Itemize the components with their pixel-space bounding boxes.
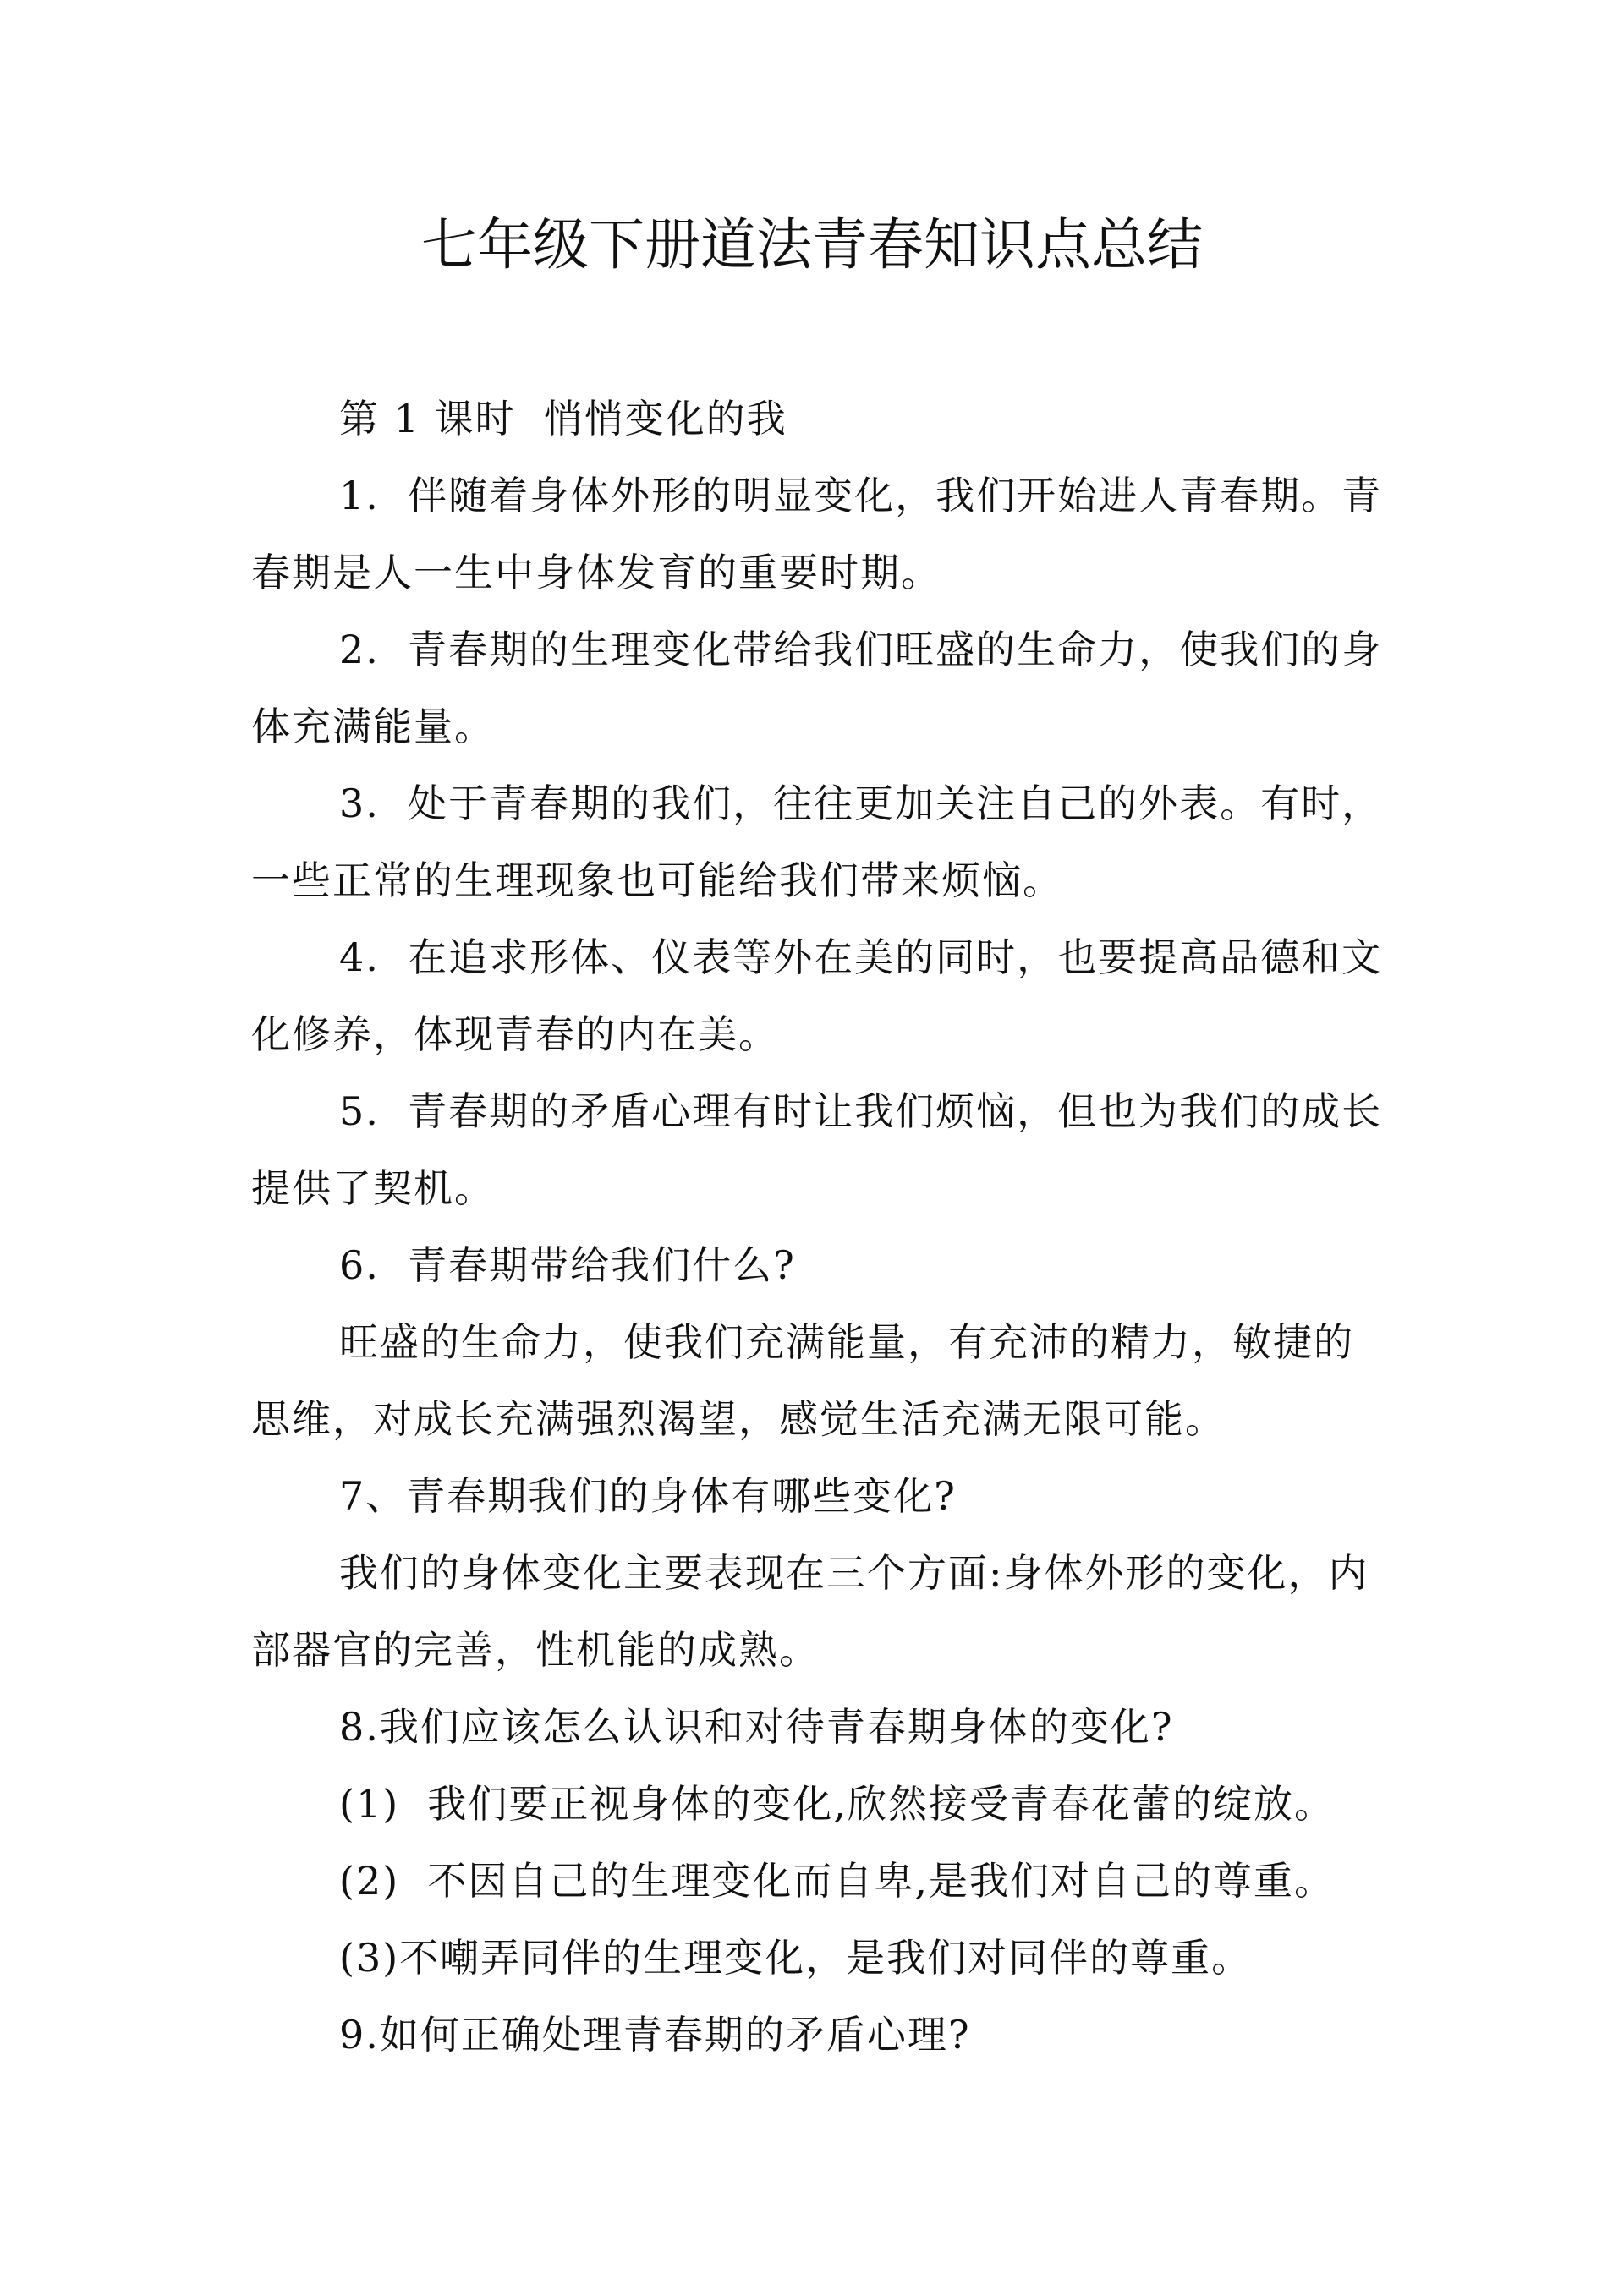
paragraph-8-point-1: (1) 我们要正视身体的变化,欣然接受青春花蕾的绽放。 <box>339 1781 1336 1827</box>
paragraph-6-question: 6. 青春期带给我们什么? <box>339 1242 796 1288</box>
paragraph-1: 1. 伴随着身体外形的明显变化，我们开始进人青春期。青春期是人一生中身体发育的重要时期。 <box>251 473 1383 595</box>
paragraph-7-question: 7、青春期我们的身体有哪些变化? <box>339 1473 957 1519</box>
paragraph-7-answer: 我们的身体变化主要表现在三个方面:身体外形的变化，内部器官的完善，性机能的成熟。 <box>251 1550 1369 1673</box>
paragraph-8-point-2: (2) 不因自己的生理变化而自卑,是我们对自己的尊重。 <box>339 1858 1336 1904</box>
document-body <box>251 381 1393 2074</box>
paragraph-9-question: 9.如何正确处理青春期的矛盾心理? <box>339 2012 971 2058</box>
paragraph-3: 3. 处于青春期的我们，往往更加关注自己的外表。有时，一些正常的生理现象也可能给我们带来烦恼。 <box>251 781 1383 903</box>
document-title: 七年级下册道法青春知识点总结 <box>421 212 1203 277</box>
paragraph-6-answer: 旺盛的生命力，使我们充满能量，有充沛的精力，敏捷的思维，对成长充满强烈渴望，感觉生活充满无限可能。 <box>251 1319 1354 1442</box>
paragraph-8-point-3: (3)不嘲弄同伴的生理变化，是我们对同伴的尊重。 <box>339 1935 1253 1981</box>
paragraph-5: 5. 青春期的矛盾心理有时让我们烦恼，但也为我们的成长提供了契机。 <box>251 1088 1383 1211</box>
lesson-heading: 第 1 课时 悄悄变化的我 <box>339 396 787 441</box>
paragraph-4: 4. 在追求形体、仪表等外在美的同时，也要提高品德和文化修养，体现青春的内在美。 <box>251 934 1383 1057</box>
paragraph-2: 2. 青春期的生理变化带给我们旺盛的生命力，使我们的身体充满能量。 <box>251 627 1383 749</box>
paragraph-8-question: 8.我们应该怎么认识和对待青春期身体的变化? <box>339 1704 1174 1750</box>
